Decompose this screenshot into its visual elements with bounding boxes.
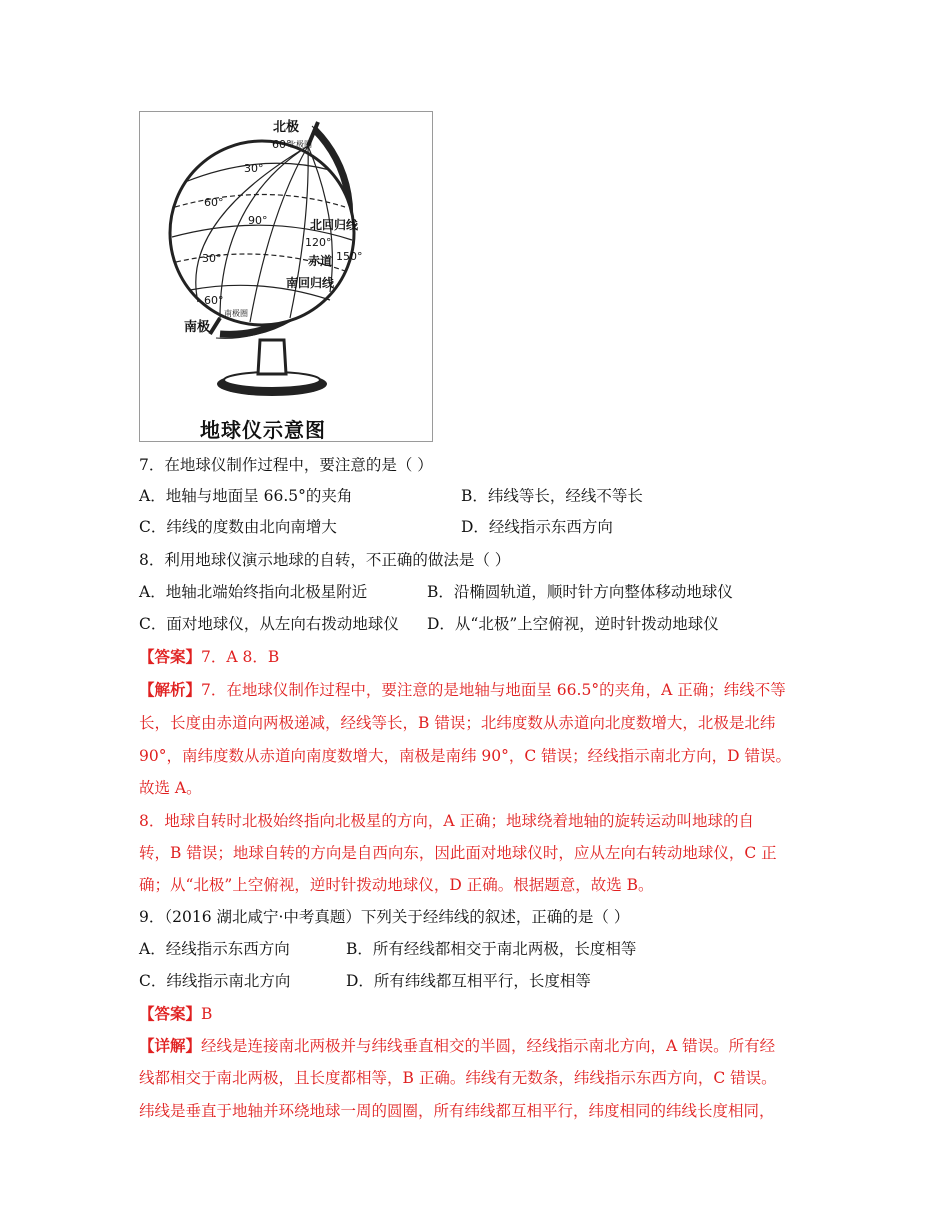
analysis-78-line7: 确；从“北极”上空俯视，逆时针拨动地球仪，D 正确。根据题意，故选 B。 <box>139 876 654 894</box>
analysis-text: 7．在地球仪制作过程中，要注意的是地轴与地面呈 66.5°的夹角，A 正确；纬线不等 <box>201 681 786 699</box>
q8-stem: 8．利用地球仪演示地球的自转，不正确的做法是（ ） <box>139 551 511 569</box>
q9-option-b: B．所有经线都相交于南北两极，长度相等 <box>346 940 637 958</box>
antarctic-circle-label: 南极圈 <box>224 309 248 318</box>
detail-text: 经线是连接南北两极并与纬线垂直相交的半圆，经线指示南北方向，A 错误。所有经 <box>201 1037 776 1055</box>
lat60n-label: 60° <box>272 138 292 151</box>
q9-stem: 9．（2016 湖北咸宁·中考真题）下列关于经纬线的叙述，正确的是（ ） <box>139 908 630 926</box>
answer-78 <box>139 647 279 667</box>
answer9-tag: 【答案】 <box>139 1004 202 1023</box>
detail-9-line3: 纬线是垂直于地轴并环绕地球一周的圆圈，所有纬线都互相平行，纬度相同的纬线长度相同， <box>139 1102 775 1120</box>
globe-figure <box>139 111 433 442</box>
detail-tag: 【详解】 <box>139 1036 202 1055</box>
q7-option-c: C．纬线的度数由北向南增大 <box>139 518 337 536</box>
lat60s-label: 60° <box>204 294 224 307</box>
lon90-label: 90° <box>248 214 268 227</box>
q7-option-d: D．经线指示东西方向 <box>461 518 613 536</box>
analysis-78-line4: 故选 A。 <box>139 779 202 797</box>
north-pole-label: 北极 <box>273 120 300 135</box>
lat30n-label: 30° <box>244 162 264 175</box>
q7-stem: 7．在地球仪制作过程中，要注意的是（ ） <box>139 456 433 474</box>
q8-option-d: D．从“北极”上空俯视，逆时针拨动地球仪 <box>427 615 719 633</box>
lon120-label: 120° <box>305 236 332 249</box>
answer9-text: B <box>201 1005 213 1023</box>
figure-caption: 地球仪示意图 <box>200 418 326 442</box>
answer-9 <box>139 1004 212 1024</box>
q8-option-a: A．地轴北端始终指向北极星附近 <box>139 583 368 601</box>
q8-option-b: B．沿椭圆轨道，顺时针方向整体移动地球仪 <box>427 583 733 601</box>
analysis-78-line3: 90°，南纬度数从赤道向南度数增大，南极是南纬 90°，C 错误；经线指示南北方向，D 错误。 <box>139 747 792 765</box>
answer-tag: 【答案】 <box>139 647 202 666</box>
q9-option-a: A．经线指示东西方向 <box>139 940 290 958</box>
detail-9-line1 <box>139 1036 775 1056</box>
detail-9-line2: 线都相交于南北两极，且长度都相等，B 正确。纬线有无数条，纬线指示东西方向，C 错误。 <box>139 1069 777 1087</box>
lon150-label: 150° <box>336 250 363 263</box>
tropic-cancer-label: 北回归线 <box>310 218 359 232</box>
q9-option-c: C．纬线指示南北方向 <box>139 972 291 990</box>
south-pole-label: 南极 <box>184 320 211 335</box>
q9-option-d: D．所有纬线都互相平行，长度相等 <box>346 972 591 990</box>
globe-stand <box>258 340 286 374</box>
q8-option-c: C．面对地球仪，从左向右拨动地球仪 <box>139 615 399 633</box>
analysis-78-line5: 8．地球自转时北极始终指向北极星的方向，A 正确；地球绕着地轴的旋转运动叫地球的自 <box>139 812 754 830</box>
tropic-capricorn-label: 南回归线 <box>286 276 335 290</box>
analysis-78-line1 <box>139 680 786 700</box>
q7-option-a: A．地轴与地面呈 66.5°的夹角 <box>139 487 353 505</box>
lon60-label: 60° <box>204 196 224 209</box>
lat30s-label: 30° <box>202 252 222 265</box>
q7-option-b: B．纬线等长，经线不等长 <box>461 487 643 505</box>
analysis-78-line2: 长，长度由赤道向两极递减，经线等长，B 错误；北纬度数从赤道向北度数增大，北极是北纬 <box>139 714 776 732</box>
analysis-tag: 【解析】 <box>139 680 202 699</box>
arctic-circle-label: 北极圈 <box>288 140 312 149</box>
analysis-78-line6: 转，B 错误；地球自转的方向是自西向东，因此面对地球仪时，应从左向右转动地球仪，C 正 <box>139 844 777 862</box>
equator-label: 赤道 <box>308 254 333 268</box>
answer-text: 7．A 8．B <box>201 648 280 666</box>
